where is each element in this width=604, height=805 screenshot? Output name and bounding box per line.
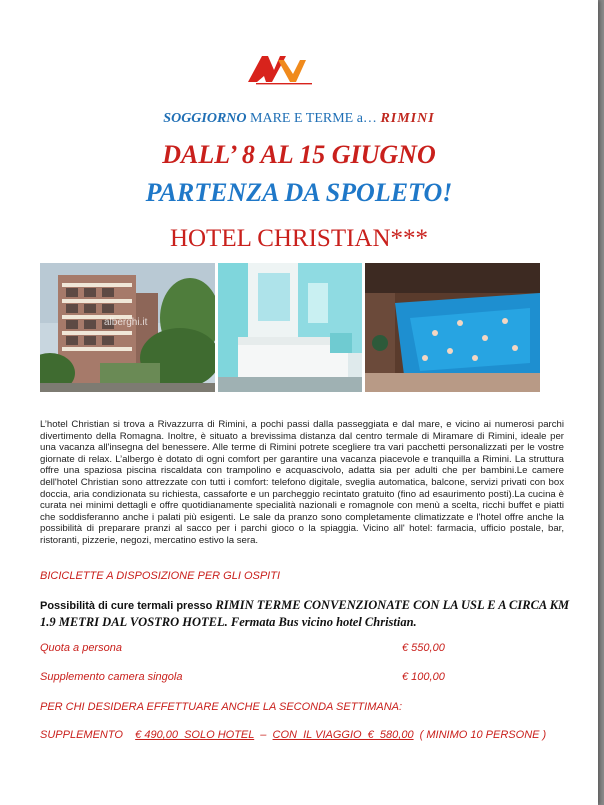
- thermal-cure-label: Possibilità di cure termali presso: [40, 600, 216, 612]
- supplemento-value: € 100,00: [402, 671, 445, 683]
- hotel-room-photo: [218, 263, 362, 392]
- second-week-heading: PER CHI DESIDERA EFFETTUARE ANCHE LA SECONDA SETTIMANA:: [40, 701, 403, 713]
- hotel-facade-photo: [40, 263, 215, 392]
- soggiorno-text: SOGGIORNO: [163, 111, 247, 126]
- supplemento-label: Supplemento camera singola: [40, 671, 183, 683]
- date-heading: DALL’ 8 AL 15 GIUGNO: [162, 140, 436, 169]
- soggiorno-line: [0, 111, 598, 127]
- supp-prefix: SUPPLEMENTO: [40, 729, 136, 741]
- supp-solo-hotel: € 490,00 SOLO HOTEL: [135, 729, 255, 741]
- mare-terme-text: MARE E TERME a…: [250, 111, 377, 126]
- departure-heading: PARTENZA DA SPOLETO!: [145, 178, 453, 207]
- hotel-description: L’hotel Christian si trova a Rivazzurra di Rimini, a pochi passi dalla passeggiata e dal mare, e vicino ai numerosi parchi divertimento della Romagna. Inoltre, è situato a brevissima distanza dal centro termale di Miramare di Rimini, ideale per una vacanza all'insegna del benessere. Alle terme di Rimini potrete scegliere tra vari pacchetti personalizzati per le vostre giornate di relax. L’albergo è dotato di ogni comfort per garantire una vacanza piacevole e tranquilla a Rimini. La struttura offre una spaziosa piscina riscaldata con trampolino e acquascivolo, adatta sia per adulti che per bambini.Le camere dell'hotel Christian sono attrezzate con tutti i comfort: telefono digitale, sveglia automatica, balcone, servizi privati con box doccia, aria condizionata su richiesta, cassaforte e un parcheggio recintato gratuito (fino ad esaurimento posti).La cucina è curata nei minimi dettagli e offre quotidianamente specialità nazionali e romagnole con menù a scelta, ricchi buffet e piatti che soddisferanno anche i palati più esigenti. Le sale da pranzo sono completamente climatizzate e l'hotel offre anche la possibilità di preparare pranzi al sacco per i parchi gioco o la spiaggia. Vicino all' hotel: farmacia, ufficio postale, bar, ristoranti, pizzerie, negozi, mercatino estivo la sera.: [40, 419, 564, 546]
- second-week-supplement: [40, 729, 546, 741]
- supp-suffix: ( MINIMO 10 PERSONE ): [413, 729, 547, 741]
- quota-value: € 550,00: [402, 642, 445, 654]
- av-travel-logo-icon: [244, 52, 316, 86]
- hotel-pool-photo: [365, 263, 540, 392]
- thermal-cure-note: [40, 597, 570, 631]
- rimini-text: RIMINI: [380, 111, 435, 126]
- hotel-name-heading: HOTEL CHRISTIAN***: [169, 225, 429, 252]
- supp-middle: –: [254, 729, 273, 741]
- supp-con-viaggio: CON IL VIAGGIO € 580,00: [272, 729, 414, 741]
- thermal-cure-text: RIMIN TERME CONVENZIONATE CON LA USL E A CIRCA KM 1.9 METRI DAL VOSTRO HOTEL. Fermata Bus vicino hotel Christian.: [40, 598, 570, 629]
- bicycles-note: BICICLETTE A DISPOSIZIONE PER GLI OSPITI: [40, 570, 281, 582]
- quota-label: Quota a persona: [40, 642, 122, 654]
- watermark-text: alberghi.it: [104, 317, 148, 328]
